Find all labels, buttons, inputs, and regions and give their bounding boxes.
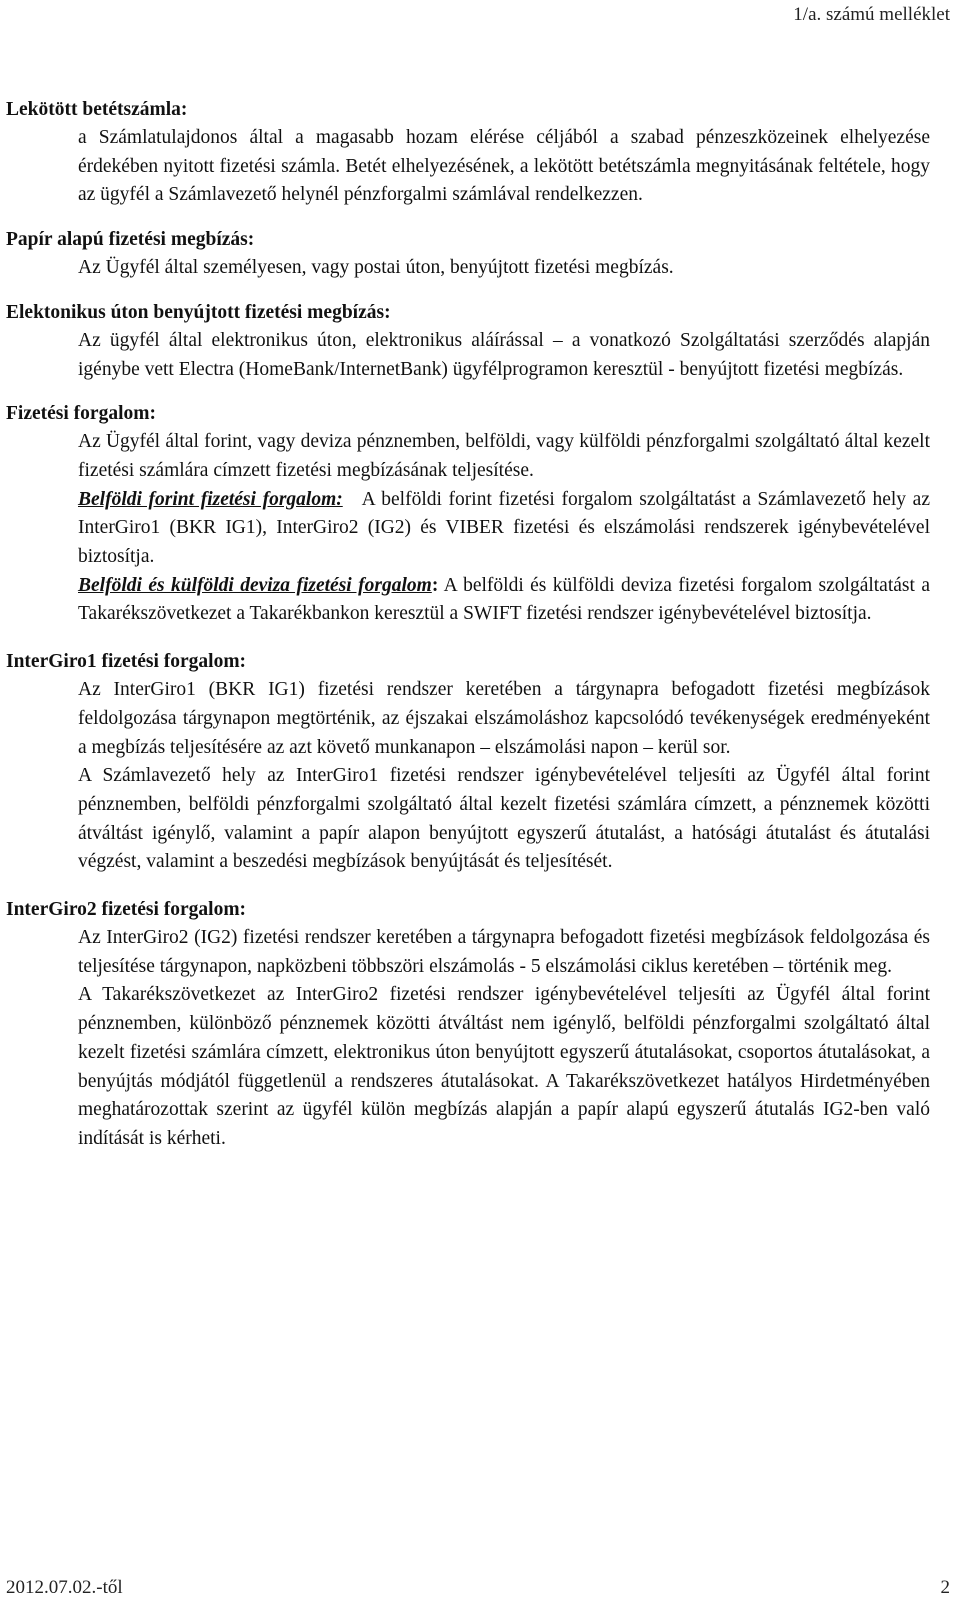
subsection-title: Belföldi és külföldi deviza fizetési forgalom [78,574,432,596]
paragraph: A Takarékszövetkezet az InterGiro2 fizetési rendszer igénybevételével teljesíti az Ügyfél által forint pénznemben, különböző pénznemek közötti átváltást nem igénylő, belföldi pénzforgalmi szolgáltató által kezelt fizetési számlára címzett, elektronikus úton benyújtott egyszerű átutalásokat, csoportos átutalásokat, a benyújtás módjától függetlenül a rendszeres átutalásokat. A Takarékszövetkezet hatályos Hirdetményében meghatározottak szerint az ügyfél külön megbízás alapján a papír alapú egyszerű átutalás IG2-ben való indítását is kérheti. [78,984,930,1149]
paragraph: Az InterGiro2 (IG2) fizetési rendszer keretében a tárgynapra befogadott fizetési megbízások feldolgozása és teljesítése tárgynapon, napközbeni többszöri elszámolás - 5 elszámolási ciklus keretében – történik meg. [78,927,930,977]
paragraph: Az Ügyfél által forint, vagy deviza pénznemben, belföldi, vagy külföldi pénzforgalmi szolgáltató által kezelt fizetési számlára címzett fizetési megbízásának teljesítése. [78,431,930,481]
section-text [78,124,930,210]
section-text [78,428,930,629]
section-intergiro2 [6,895,930,1154]
section-elektronikus [6,298,930,384]
subsection-colon: : [431,574,439,596]
section-text [78,676,930,877]
subsection-text: A belföldi forint fizetési forgalom szolgáltatást a Számlavezető hely az InterGiro1 (BKR IG1), InterGiro2 (IG2) és VIBER fizetési és elszámolási rendszerek igénybevételével biztosítja. [78,488,930,568]
section-title: Fizetési forgalom: [6,403,156,425]
paragraph: A Számlavezető hely az InterGiro1 fizetési rendszer igénybevételével teljesíti az Ügyfél által forint pénznemben, belföldi pénzforgalmi szolgáltató által kezelt fizetési számlára címzett, a pénznemek közötti átváltást igénylő, valamint a papír alapon benyújtott egyszerű átutalást, a hatósági átutalást és átutalási végzést, valamint a beszedési megbízások benyújtását és teljesítését. [78,765,930,873]
paragraph: Az ügyfél által elektronikus úton, elektronikus aláírással – a vonatkozó Szolgáltatási szerződés alapján igénybe vett Electra (HomeBank/InternetBank) ügyfélprogramon keresztül - benyújtott fizetési megbízás. [78,329,930,380]
document-body [6,95,930,1169]
section-title: Elektonikus úton benyújtott fizetési megbízás: [6,301,391,323]
annex-label: 1/a. számú melléklet [793,4,950,25]
footer-page-number: 2 [940,1577,950,1598]
section-text [78,327,930,384]
subsection-title: Belföldi forint fizetési forgalom: [78,488,343,510]
paragraph-deviza [78,572,930,629]
paragraph: Az InterGiro1 (BKR IG1) fizetési rendszer keretében a tárgynapra befogadott fizetési megbízások feldolgozása tárgynapon megtörténik, az éjszakai elszámoláshoz kapcsolódó tevékenységek eredményeként a megbízás teljesítésére az azt követő munkanapon – elszámolási napon – kerül sor. [78,679,930,758]
section-intergiro1 [6,647,930,877]
paragraph: Az Ügyfél által személyesen, vagy postai úton, benyújtott fizetési megbízás. [78,257,674,279]
section-title: Papír alapú fizetési megbízás: [6,229,255,251]
section-fizetesi-forgalom [6,399,930,629]
paragraph: a Számlatulajdonos által a magasabb hozam elérése céljából a szabad pénzeszközeinek elhelyezése érdekében nyitott fizetési számla. Betét elhelyezésének, a lekötött betétszámla megnyitásának feltétele, hogy az ügyfél a Számlavezető helynél pénzforgalmi számlával rendelkezzen. [78,127,930,206]
section-lekotott-betetszamla [6,95,930,210]
footer-effective-date: 2012.07.02.-től [6,1577,123,1598]
paragraph-belfoldi-forint [78,486,930,572]
section-text [78,924,930,1154]
section-title: InterGiro1 fizetési forgalom: [6,651,247,673]
section-title: Lekötött betétszámla: [6,99,188,120]
section-title: InterGiro2 fizetési forgalom: [6,899,247,921]
section-papir-alapu [6,225,930,283]
section-text [78,254,930,283]
subsection-text: A belföldi és külföldi deviza fizetési forgalom szolgáltatást a Takarékszövetkezet a Takarékbankon keresztül a SWIFT fizetési rendszer igénybevételével biztosítja. [78,574,930,625]
